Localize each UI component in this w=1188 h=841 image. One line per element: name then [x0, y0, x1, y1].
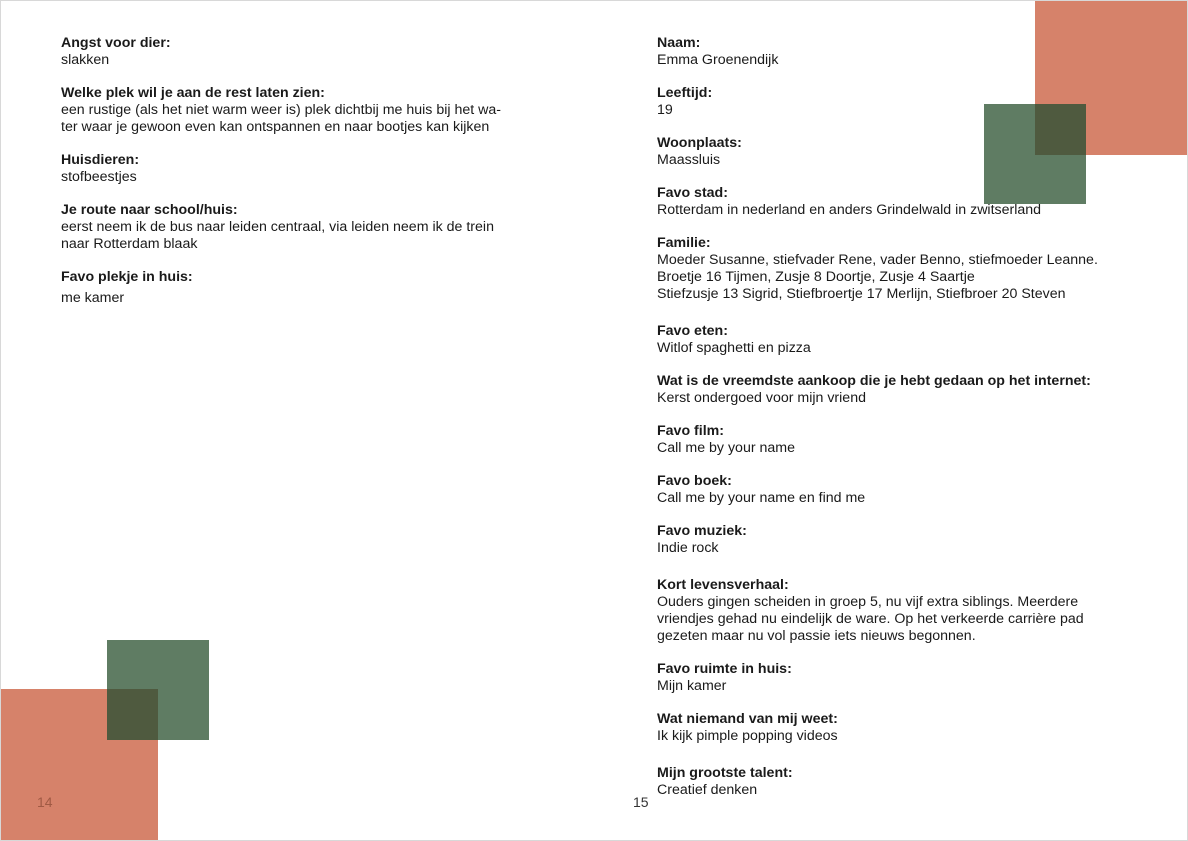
field-value: Witlof spaghetti en pizza	[657, 340, 811, 356]
overlap-square-bottom-left	[107, 689, 158, 740]
field-value: slakken	[61, 52, 110, 68]
field-value-line: naar Rotterdam blaak	[61, 236, 198, 252]
field-value: Ik kijk pimple popping videos	[657, 728, 838, 744]
field-plek-laten-zien	[61, 85, 541, 136]
field-label: Favo film:	[657, 423, 725, 439]
field-value-line: Broetje 16 Tijmen, Zusje 8 Doortje, Zusje 4 Saartje	[657, 269, 975, 285]
field-naam	[657, 35, 1137, 69]
field-value: Indie rock	[657, 540, 719, 556]
field-angst-voor-dier	[61, 35, 541, 69]
field-favo-film	[657, 423, 1137, 457]
field-value: Creatief denken	[657, 782, 758, 798]
field-familie	[657, 235, 1137, 303]
field-label: Wat is de vreemdste aankoop die je hebt gedaan op het internet:	[657, 373, 1091, 389]
field-value: Emma Groenendijk	[657, 52, 779, 68]
left-page-content	[61, 35, 541, 307]
field-value: Kerst ondergoed voor mijn vriend	[657, 390, 866, 406]
field-value: 19	[657, 102, 673, 118]
field-favo-muziek	[657, 523, 1137, 557]
field-woonplaats	[657, 135, 1137, 169]
field-label: Favo muziek:	[657, 523, 747, 539]
field-label: Angst voor dier:	[61, 35, 171, 51]
field-route	[61, 202, 541, 253]
field-favo-ruimte	[657, 661, 1137, 695]
field-value: Rotterdam in nederland en anders Grindelwald in zwitserland	[657, 202, 1042, 218]
field-value: Maassluis	[657, 152, 721, 168]
field-favo-plekje	[61, 269, 541, 307]
field-label: Woonplaats:	[657, 135, 742, 151]
field-value-line: een rustige (als het niet warm weer is) plek dichtbij me huis bij het wa-	[61, 102, 501, 118]
field-favo-stad	[657, 185, 1137, 219]
field-label: Je route naar school/huis:	[61, 202, 238, 218]
field-value-line: ter waar je gewoon even kan ontspannen en naar bootjes kan kijken	[61, 119, 490, 135]
field-value: Mijn kamer	[657, 678, 727, 694]
field-label: Favo plekje in huis:	[61, 269, 193, 285]
field-label: Mijn grootste talent:	[657, 765, 793, 781]
field-value-line: Moeder Susanne, stiefvader Rene, vader Benno, stiefmoeder Leanne.	[657, 252, 1098, 268]
field-leeftijd	[657, 85, 1137, 119]
field-value: stofbeestjes	[61, 169, 137, 185]
field-label: Familie:	[657, 235, 711, 251]
field-levensverhaal	[657, 577, 1137, 645]
page-number-left: 14	[37, 794, 53, 810]
field-niemand-weet	[657, 711, 1137, 745]
right-page-content	[657, 35, 1137, 799]
field-value-line: vriendjes gehad nu eindelijk de ware. Op het verkeerde carrière pad	[657, 611, 1084, 627]
field-label: Kort levensverhaal:	[657, 577, 789, 593]
field-label: Naam:	[657, 35, 701, 51]
field-label: Wat niemand van mij weet:	[657, 711, 838, 727]
field-value-line: Stiefzusje 13 Sigrid, Stiefbroertje 17 Merlijn, Stiefbroer 20 Steven	[657, 286, 1066, 302]
field-huisdieren	[61, 152, 541, 186]
field-vreemdste-aankoop	[657, 373, 1137, 407]
field-label: Favo eten:	[657, 323, 728, 339]
field-favo-boek	[657, 473, 1137, 507]
field-label: Huisdieren:	[61, 152, 140, 168]
field-value-line: eerst neem ik de bus naar leiden centraal, via leiden neem ik de trein	[61, 219, 494, 235]
page-number-right: 15	[633, 794, 649, 810]
field-label: Welke plek wil je aan de rest laten zien:	[61, 85, 325, 101]
field-value-line: gezeten maar nu vol passie iets nieuws begonnen.	[657, 628, 976, 644]
field-label: Favo ruimte in huis:	[657, 661, 792, 677]
field-label: Favo boek:	[657, 473, 732, 489]
field-value-line: Ouders gingen scheiden in groep 5, nu vijf extra siblings. Meerdere	[657, 594, 1079, 610]
field-value: Call me by your name	[657, 440, 795, 456]
field-value: Call me by your name en find me	[657, 490, 866, 506]
field-label: Leeftijd:	[657, 85, 713, 101]
field-grootste-talent	[657, 765, 1137, 799]
field-label: Favo stad:	[657, 185, 728, 201]
field-value: me kamer	[61, 290, 125, 306]
field-favo-eten	[657, 323, 1137, 357]
